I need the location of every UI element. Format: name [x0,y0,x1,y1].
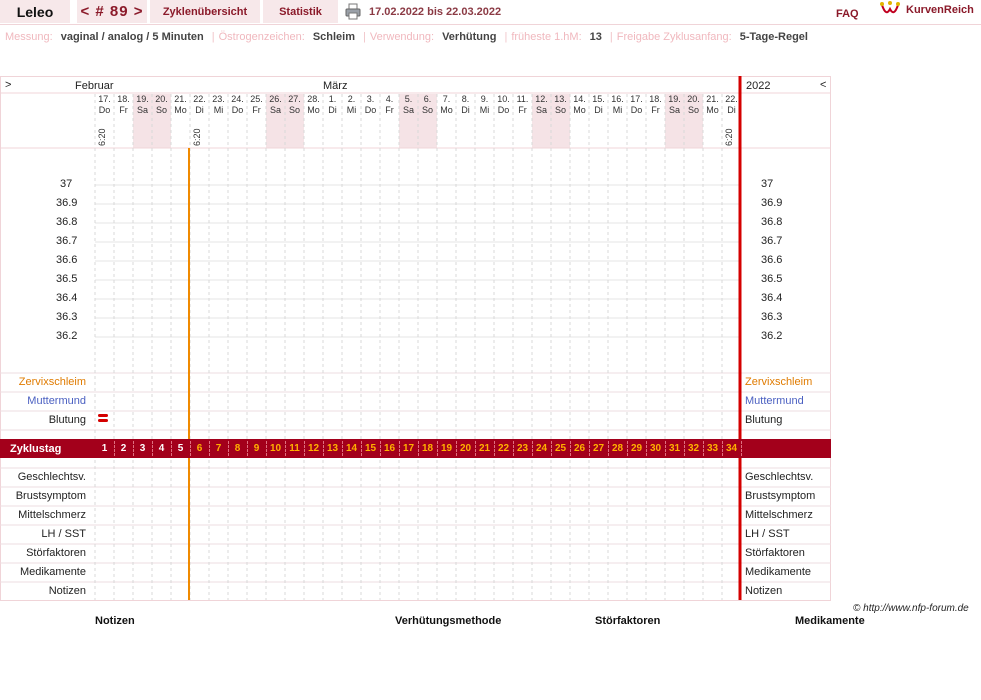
day-date: 17. [630,94,643,104]
row-label-left: Störfaktoren [26,547,86,559]
day-header[interactable] [684,94,703,148]
temp-label-left: 36.4 [56,292,78,304]
cycle-day-number[interactable]: 5 [177,443,184,454]
cycle-day-divider [114,441,115,456]
cycle-day-number[interactable]: 33 [706,443,719,454]
day-date: 23. [212,94,225,104]
temp-label-left: 36.7 [56,235,78,247]
day-date: 8. [461,94,470,104]
info-value: 13 [589,31,602,43]
day-date: 28. [307,94,320,104]
cycle-day-number[interactable]: 12 [307,443,320,454]
cycle-day-number[interactable]: 26 [573,443,586,454]
day-header[interactable] [646,94,665,148]
day-weekday: Mo [706,105,719,115]
cycle-day-number[interactable]: 11 [289,443,300,454]
day-date: 9. [480,94,489,104]
cycle-day-divider [665,441,666,456]
temp-label-left: 37 [60,178,73,190]
tab-statistics[interactable]: Statistik [263,0,338,23]
temp-label-right: 36.5 [761,273,783,285]
day-date: 20. [155,94,168,104]
day-date: 3. [366,94,375,104]
cycle-day-number[interactable]: 2 [120,443,127,454]
day-header[interactable] [247,94,266,148]
year-label: 2022 [746,80,771,92]
day-header[interactable] [361,94,380,148]
day-header[interactable] [494,94,513,148]
cycle-day-number[interactable]: 3 [139,443,146,454]
cycle-day-number[interactable]: 15 [364,443,377,454]
day-header[interactable] [342,94,361,148]
day-weekday: Do [630,105,643,115]
row-label-right: Blutung [745,414,783,426]
temp-label-right: 36.3 [761,311,783,323]
temp-label-right: 36.8 [761,216,783,228]
day-date: 4. [385,94,394,104]
measure-time: 6:20 [724,128,734,146]
day-date: 2. [347,94,356,104]
cycle-day-number[interactable]: 17 [402,443,415,454]
day-date: 17. [98,94,111,104]
day-weekday: So [687,105,699,115]
cycle-day-divider [608,441,609,456]
temp-label-right: 36.4 [761,292,783,304]
day-date: 21. [706,94,719,104]
cycle-day-divider [551,441,552,456]
day-date: 18. [117,94,130,104]
cycle-day-divider [342,441,343,456]
cycle-day-number[interactable]: 24 [535,443,548,454]
day-weekday: Mi [213,105,224,115]
cycle-day-divider [266,441,267,456]
day-weekday: Fr [651,105,660,115]
cycle-day-divider [703,441,704,456]
day-header[interactable] [608,94,627,148]
day-header[interactable] [380,94,399,148]
day-header[interactable] [665,94,684,148]
cycle-day-divider [323,441,324,456]
temp-label-right: 36.7 [761,235,783,247]
day-date: 20. [687,94,700,104]
day-date: 22. [725,94,738,104]
cycle-day-divider [418,441,419,456]
cycle-day-divider [684,441,685,456]
cycle-day-divider [209,441,210,456]
day-header[interactable] [703,94,722,148]
day-date: 21. [174,94,187,104]
chart-nav-next[interactable]: < [820,79,827,91]
day-weekday: Mo [174,105,187,115]
cycle-day-divider [513,441,514,456]
day-date: 5. [404,94,413,104]
day-header[interactable] [513,94,532,148]
day-weekday: Mo [307,105,320,115]
day-header[interactable] [114,94,133,148]
day-header[interactable] [152,94,171,148]
cycle-day-number[interactable]: 27 [592,443,605,454]
cycle-day-divider [190,441,191,456]
day-weekday: Fr [119,105,128,115]
row-label-left: Muttermund [27,395,86,407]
cycle-day-divider [570,441,571,456]
day-weekday: Mi [612,105,623,115]
day-weekday: Fr [385,105,394,115]
row-label-right: Notizen [745,585,783,597]
day-weekday: So [155,105,167,115]
footer-heading: Notizen [95,615,135,627]
day-date: 27. [288,94,301,104]
day-date: 10. [497,94,510,104]
day-weekday: Mo [573,105,586,115]
row-label-left: Zervixschleim [18,376,86,388]
row-label-left: Geschlechtsv. [17,471,86,483]
day-header[interactable] [551,94,570,148]
info-value: vaginal / analog / 5 Minuten [60,31,204,43]
day-date: 22. [193,94,206,104]
row-label-left: Brustsymptom [15,490,86,502]
day-header[interactable] [285,94,304,148]
day-header[interactable] [399,94,418,148]
cycle-day-number[interactable]: 4 [158,443,165,454]
day-date: 15. [592,94,605,104]
cycle-day-number[interactable]: 29 [630,443,643,454]
temp-label-right: 36.6 [761,254,783,266]
day-date: 12. [535,94,548,104]
row-label-right: Mittelschmerz [745,509,813,521]
day-header[interactable] [589,94,608,148]
day-weekday: Di [195,105,204,115]
cycle-day-divider [589,441,590,456]
day-header[interactable] [304,94,323,148]
cycle-day-divider [380,441,381,456]
cycle-day-divider [646,441,647,456]
info-value: Verhütung [442,31,497,43]
day-weekday: So [554,105,566,115]
day-date: 6. [423,94,432,104]
row-label-left: Mittelschmerz [18,509,86,521]
temp-label-left: 36.5 [56,273,78,285]
cycle-day-number[interactable]: 10 [269,443,282,454]
day-header[interactable] [266,94,285,148]
temp-label-right: 36.2 [761,330,783,342]
temp-label-left: 36.2 [56,330,78,342]
day-weekday: Mi [479,105,490,115]
cycle-day-number[interactable]: 18 [421,443,434,454]
cycle-day-number[interactable]: 31 [668,443,681,454]
temp-label-left: 36.9 [56,197,78,209]
day-date: 1. [328,94,337,104]
cycle-day-number[interactable]: 28 [611,443,624,454]
day-date: 16. [611,94,624,104]
user-name: Leleo [0,0,70,23]
measure-time: 6:20 [97,128,107,146]
day-date: 19. [136,94,149,104]
cycle-day-number[interactable]: 21 [478,443,491,454]
month-label: März [323,80,348,92]
day-weekday: Di [461,105,470,115]
cycle-day-number[interactable]: 14 [345,443,358,454]
day-header[interactable] [228,94,247,148]
day-header[interactable] [437,94,456,148]
cycle-day-divider [722,441,723,456]
day-header[interactable] [627,94,646,148]
day-header[interactable] [475,94,494,148]
cycle-day-divider [399,441,400,456]
day-weekday: Di [328,105,337,115]
row-label-left: Blutung [48,414,86,426]
info-separator: | [363,31,366,43]
cycle-day-divider [475,441,476,456]
day-weekday: Mi [346,105,357,115]
day-header[interactable] [456,94,475,148]
day-date: 18. [649,94,662,104]
day-header[interactable] [323,94,342,148]
footer-heading: Verhütungsmethode [395,615,502,627]
row-label-left: Medikamente [19,566,86,578]
day-date: 24. [231,94,244,104]
day-weekday: Do [231,105,244,115]
measure-time: 6:20 [192,128,202,146]
temp-label-right: 36.9 [761,197,783,209]
cycle-day-divider [456,441,457,456]
day-header[interactable] [418,94,437,148]
cycle-day-number[interactable]: 20 [459,443,472,454]
cycle-day-number[interactable]: 32 [687,443,700,454]
day-weekday: So [421,105,433,115]
day-date: 11. [516,94,529,104]
cycle-day-number[interactable]: 13 [326,443,339,454]
temp-label-left: 36.8 [56,216,78,228]
day-weekday: Do [98,105,111,115]
cycle-day-number[interactable]: 8 [234,443,241,454]
footer-heading: Medikamente [795,615,865,627]
info-label: Messung: [5,31,53,43]
cycle-day-divider [494,441,495,456]
cycle-day-number[interactable]: 9 [253,443,260,454]
info-value: Schleim [312,31,355,43]
cycle-day-number[interactable]: 16 [383,443,396,454]
day-weekday: Do [364,105,377,115]
day-weekday: Do [497,105,510,115]
cycle-day-divider [627,441,628,456]
row-label-right: Muttermund [745,395,804,407]
day-weekday: Sa [668,105,680,115]
row-label-right: Zervixschleim [745,376,813,388]
day-header[interactable] [190,94,209,148]
info-label: Östrogenzeichen: [218,31,305,43]
row-label-right: Medikamente [745,566,812,578]
faq-link[interactable]: FAQ [836,8,859,20]
info-separator: | [211,31,215,43]
cycle-day-divider [171,441,172,456]
day-header[interactable] [570,94,589,148]
row-label-right: LH / SST [745,528,790,540]
day-weekday: Di [727,105,736,115]
temp-label-right: 37 [761,178,774,190]
row-label-left: LH / SST [41,528,86,540]
day-header[interactable] [171,94,190,148]
row-label-right: Störfaktoren [745,547,805,559]
cycle-navigation[interactable]: < # 89 > [77,0,147,23]
cycle-day-divider [285,441,286,456]
cycle-day-divider [152,441,153,456]
cycle-day-divider [532,441,533,456]
day-date: 7. [442,94,451,104]
day-weekday: Sa [269,105,281,115]
day-weekday: Fr [518,105,527,115]
cycle-day-number[interactable]: 7 [215,443,222,454]
day-weekday: So [288,105,300,115]
day-weekday: Sa [402,105,414,115]
cycle-day-divider [361,441,362,456]
cycle-day-divider [228,441,229,456]
cycle-day-divider [304,441,305,456]
day-header[interactable] [95,94,114,148]
cycle-day-divider [247,441,248,456]
month-label: Februar [75,80,114,92]
day-weekday: Di [594,105,603,115]
cycle-day-number[interactable]: 22 [497,443,510,454]
info-label: Freigabe Zyklusanfang: [616,31,732,43]
day-date: 26. [269,94,282,104]
day-weekday: Mo [440,105,453,115]
row-label-right: Brustsymptom [745,490,816,502]
temp-label-left: 36.6 [56,254,78,266]
day-header[interactable] [532,94,551,148]
info-label: Verwendung: [369,31,435,43]
copyright: © http://www.nfp-forum.de [853,603,969,614]
cycle-day-number[interactable]: 25 [554,443,567,454]
row-label-right: Geschlechtsv. [745,471,814,483]
row-label-left: Notizen [48,585,86,597]
day-date: 14. [573,94,586,104]
day-weekday: Fr [252,105,261,115]
cycle-day-number[interactable]: 1 [101,443,108,454]
footer-heading: Störfaktoren [595,615,661,627]
info-separator: | [504,31,508,43]
cycle-day-divider [437,441,438,456]
day-header[interactable] [722,94,741,148]
day-weekday: Sa [535,105,547,115]
info-separator: | [609,31,613,43]
cycle-day-number[interactable]: 6 [196,443,203,454]
temp-label-left: 36.3 [56,311,78,323]
cycle-day-number[interactable]: 19 [440,443,453,454]
cycle-day-number[interactable]: 34 [725,443,738,454]
date-range: 17.02.2022 bis 22.03.2022 [369,6,502,18]
bleeding-mark[interactable] [98,419,108,422]
day-date: 25. [250,94,263,104]
info-label: früheste 1.hM: [511,31,582,43]
cycle-day-divider [133,441,134,456]
day-header[interactable] [209,94,228,148]
day-date: 19. [668,94,681,104]
day-weekday: Sa [136,105,148,115]
day-header[interactable] [133,94,152,148]
cycle-day-divider [741,441,742,456]
tab-cycle-overview[interactable]: Zyklenübersicht [150,0,260,23]
cycle-day-label: Zyklustag [10,443,62,455]
logo-text: KurvenReich [906,4,974,16]
bleeding-mark[interactable] [98,414,108,417]
cycle-day-number[interactable]: 30 [649,443,662,454]
info-value: 5-Tage-Regel [739,31,808,43]
cycle-day-number[interactable]: 23 [516,443,529,454]
chart-nav-prev[interactable]: > [5,79,12,91]
day-date: 13. [554,94,567,104]
